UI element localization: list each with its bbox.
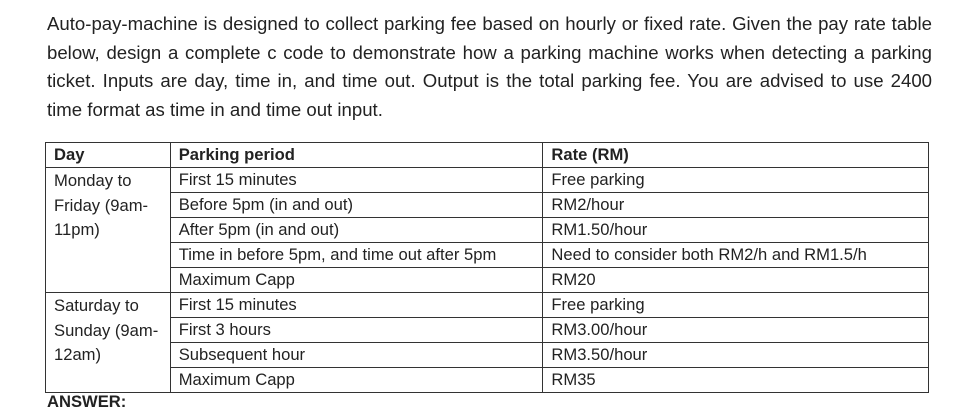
period-cell: Time in before 5pm, and time out after 5pm bbox=[170, 243, 543, 268]
answer-label: ANSWER: bbox=[47, 392, 127, 411]
rate-cell: Free parking bbox=[543, 168, 929, 193]
period-cell: Subsequent hour bbox=[170, 343, 543, 368]
question-paragraph: Auto-pay-machine is designed to collect parking fee based on hourly or fixed rate. Given the pay rate table below, design a complete c code to demonstrate how a parking machine works when detecting a parking ticket. Inputs are day, time in, and time out. Output is the total parking fee. You are advised to use 2400 time format as time in and time out input. bbox=[47, 13, 932, 120]
rate-cell: RM2/hour bbox=[543, 193, 929, 218]
table-header-row bbox=[46, 143, 929, 168]
day-cell-weekend: Saturday to Sunday (9am-12am) bbox=[46, 293, 171, 393]
rate-cell: RM35 bbox=[543, 368, 929, 393]
rate-cell: Need to consider both RM2/h and RM1.5/h bbox=[543, 243, 929, 268]
table-row bbox=[46, 193, 929, 218]
table-row bbox=[46, 268, 929, 293]
table-row bbox=[46, 168, 929, 193]
table-row bbox=[46, 368, 929, 393]
table-row bbox=[46, 243, 929, 268]
period-cell: First 15 minutes bbox=[170, 293, 543, 318]
table-row bbox=[46, 293, 929, 318]
day-cell-weekday: Monday to Friday (9am-11pm) bbox=[46, 168, 171, 293]
rate-cell: RM3.00/hour bbox=[543, 318, 929, 343]
period-cell: First 15 minutes bbox=[170, 168, 543, 193]
rate-cell: Free parking bbox=[543, 293, 929, 318]
header-rate: Rate (RM) bbox=[543, 143, 929, 168]
table-row bbox=[46, 218, 929, 243]
table-row bbox=[46, 318, 929, 343]
header-parking-period: Parking period bbox=[170, 143, 543, 168]
pay-rate-table bbox=[45, 142, 929, 393]
period-cell: First 3 hours bbox=[170, 318, 543, 343]
table-row bbox=[46, 343, 929, 368]
period-cell: Before 5pm (in and out) bbox=[170, 193, 543, 218]
period-cell: Maximum Capp bbox=[170, 268, 543, 293]
header-day: Day bbox=[46, 143, 171, 168]
period-cell: After 5pm (in and out) bbox=[170, 218, 543, 243]
rate-cell: RM3.50/hour bbox=[543, 343, 929, 368]
period-cell: Maximum Capp bbox=[170, 368, 543, 393]
rate-cell: RM1.50/hour bbox=[543, 218, 929, 243]
rate-cell: RM20 bbox=[543, 268, 929, 293]
